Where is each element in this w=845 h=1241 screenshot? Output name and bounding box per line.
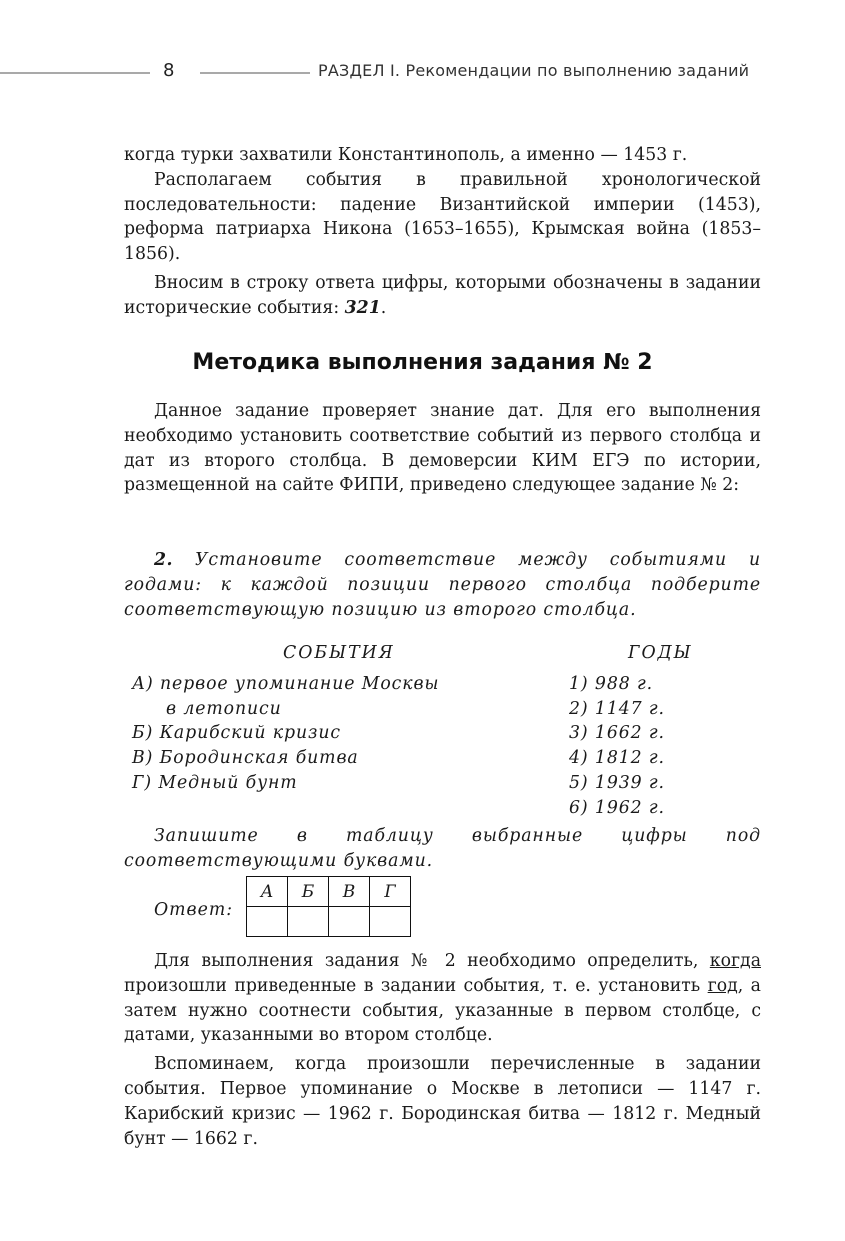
answer-label: Ответ: xyxy=(154,900,234,920)
intro-paragraph-3-text: Вносим в строку ответа цифры, которыми обозначены в задании исторические события: xyxy=(124,272,761,318)
section-heading: Методика выполнения задания № 2 xyxy=(192,350,653,375)
year-option-1: 1) 988 г. xyxy=(569,674,654,694)
explanation-p1-b: произошли приведенные в задании события, т. е. установить xyxy=(124,975,708,996)
event-a: А) первое упоминание Москвы xyxy=(132,674,440,694)
task-statement xyxy=(124,548,761,622)
instruction-block xyxy=(124,824,761,874)
task-text: Установите соответствие между событиями и годами: к каждой позиции первого столбца подберите соответствующую позицию из второго столбца. xyxy=(124,550,761,620)
year-option-5: 5) 1939 г. xyxy=(569,773,665,793)
intro-line: когда турки захватили Константинополь, а именно — 1453 г. xyxy=(124,145,688,165)
event-v: В) Бородинская битва xyxy=(132,748,359,768)
year-option-6: 6) 1962 г. xyxy=(569,798,665,818)
events-column-header: СОБЫТИЯ xyxy=(283,643,395,663)
task-block xyxy=(124,548,761,622)
answer-cell-v[interactable] xyxy=(329,907,370,937)
intro-paragraph-2: Располагаем события в правильной хронологической последовательности: падение Византийской империи (1453), реформа патриарха Никона (1653–1655), Крымская война (1853–1856). xyxy=(124,169,761,265)
event-b: Б) Карибский кризис xyxy=(132,723,341,743)
explanation-p1-a: Для выполнения задания № 2 необходимо определить, xyxy=(154,951,710,971)
explanation-block xyxy=(124,949,761,1151)
description-block xyxy=(124,399,761,498)
answer-table-header-row xyxy=(247,877,411,907)
explanation-underlined-year: год xyxy=(707,975,738,996)
answer-table-input-row xyxy=(247,907,411,937)
task-number: 2. xyxy=(154,550,174,570)
running-header xyxy=(0,60,845,86)
year-option-4: 4) 1812 г. xyxy=(569,748,665,768)
answer-cell-g[interactable] xyxy=(370,907,411,937)
answer-header-b: Б xyxy=(288,877,329,907)
header-rule-right xyxy=(200,72,310,74)
intro-block xyxy=(124,143,761,321)
answer-header-g: Г xyxy=(370,877,411,907)
explanation-p1-c: , а затем нужно соотнести события, указанные в первом столбце, с датами, указанными во втором столбце. xyxy=(124,975,761,1046)
event-a-continued: в летописи xyxy=(166,699,282,719)
intro-paragraph-3 xyxy=(124,271,761,321)
event-g: Г) Медный бунт xyxy=(132,773,298,793)
years-column-header: ГОДЫ xyxy=(628,643,693,663)
header-rule-left xyxy=(0,72,150,74)
answer-header-a: А xyxy=(247,877,288,907)
task-instruction: Запишите в таблицу выбранные цифры под соответствующими буквами. xyxy=(124,826,761,871)
explanation-paragraph-2: Вспоминаем, когда произошли перечисленные в задании события. Первое упоминание о Москве в летописи — 1147 г. Карибский кризис — 1962 г. Бородинская битва — 1812 г. Медный бунт — 1662 г. xyxy=(124,1054,761,1149)
answer-cell-b[interactable] xyxy=(288,907,329,937)
year-option-2: 2) 1147 г. xyxy=(569,699,665,719)
intro-paragraph-3-end: . xyxy=(380,297,387,318)
intro-answer: 321 xyxy=(344,297,381,318)
year-option-3: 3) 1662 г. xyxy=(569,723,665,743)
page-number: 8 xyxy=(163,60,175,81)
description-paragraph: Данное задание проверяет знание дат. Для его выполнения необходимо установить соответствие событий из первого столбца и дат из второго столбца. В демоверсии КИМ ЕГЭ по истории, размещенной на сайте ФИПИ, приведено следующее задание № 2: xyxy=(124,401,761,496)
answer-cell-a[interactable] xyxy=(247,907,288,937)
explanation-underlined-when: когда xyxy=(709,951,761,971)
section-title: РАЗДЕЛ I. Рекомендации по выполнению заданий xyxy=(318,61,750,80)
answer-header-v: В xyxy=(329,877,370,907)
answer-table xyxy=(246,876,411,937)
explanation-paragraph-1 xyxy=(124,949,761,1048)
